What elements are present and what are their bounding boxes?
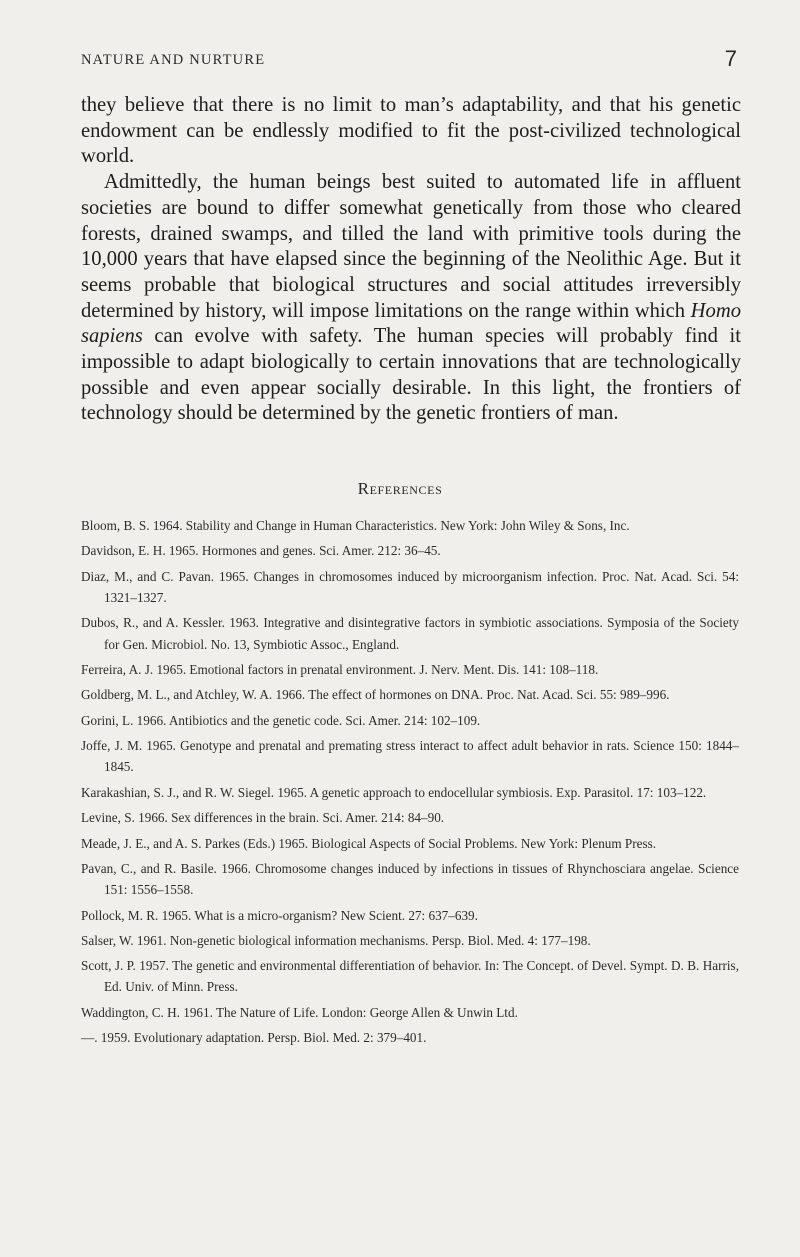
reference-item: Pavan, C., and R. Basile. 1966. Chromosome changes induced by infections in tissues of Rhynchosciara angelae. Science 151: 1556–1558.: [81, 860, 739, 898]
running-title: NATURE AND NURTURE: [81, 52, 266, 68]
reference-item: Scott, J. P. 1957. The genetic and environmental differentiation of behavior. In: The Concept. of Devel. Sympt. D. B. Harris, Ed. Univ. of Minn. Press.: [81, 958, 739, 995]
reference-item: Bloom, B. S. 1964. Stability and Change in Human Characteristics. New York: John Wiley & Sons, Inc.: [81, 518, 630, 533]
reference-item: Meade, J. E., and A. S. Parkes (Eds.) 1965. Biological Aspects of Social Problems. New York: Plenum Press.: [81, 835, 657, 851]
reference-item: Ferreira, A. J. 1965. Emotional factors in prenatal environment. J. Nerv. Ment. Dis. 141: 108–118.: [81, 661, 599, 677]
reference-item: Joffe, J. M. 1965. Genotype and prenatal and premating stress interact to affect adult behavior in rats. Science 150: 1844–1845.: [81, 738, 739, 775]
references-list: [81, 515, 739, 1053]
reference-item: —. 1959. Evolutionary adaptation. Persp. Biol. Med. 2: 379–401.: [81, 1030, 427, 1046]
paragraph-2: [81, 170, 741, 427]
reference-item: Pollock, M. R. 1965. What is a micro-organism? New Scient. 27: 637–639.: [81, 907, 478, 923]
paragraph-2-part-2: can evolve with safety. The human species will probably find it impossible to adapt biologically to certain innovations that are technologically possible and even appear socially desirable. In this light, the frontiers of technology should be determined by the genetic frontiers of man.: [81, 325, 741, 425]
paragraph-2-part-1: Admittedly, the human beings best suited to automated life in affluent societies are bound to differ somewhat genetically from those who cleared forests, drained swamps, and tilled the land with primitive tools during the 10,000 years that have elapsed since the beginning of the Neolithic Age. But it seems probable that biological structures and social attitudes irreversibly determined by history, will impose limitations on the range within which: [81, 171, 741, 322]
reference-item: Diaz, M., and C. Pavan. 1965. Changes in chromosomes induced by microorganism infection. Proc. Nat. Acad. Sci. 54: 1321–1327.: [81, 568, 739, 605]
reference-item: Gorini, L. 1966. Antibiotics and the genetic code. Sci. Amer. 214: 102–109.: [81, 712, 481, 728]
reference-item: Waddington, C. H. 1961. The Nature of Life. London: George Allen & Unwin Ltd.: [81, 1004, 518, 1020]
body-text: [81, 93, 741, 427]
running-head: [81, 46, 737, 76]
reference-item: Dubos, R., and A. Kessler. 1963. Integrative and disintegrative factors in symbiotic associations. Symposia of the Society for Gen. Microbiol. No. 13, Symbiotic Assoc., England.: [81, 615, 739, 652]
reference-item: Karakashian, S. J., and R. W. Siegel. 1965. A genetic approach to endocellular symbiosis. Exp. Parasitol. 17: 103–122.: [81, 784, 707, 800]
page-number: 7: [724, 46, 737, 71]
reference-item: Goldberg, M. L., and Atchley, W. A. 1966. The effect of hormones on DNA. Proc. Nat. Acad. Sci. 55: 989–996.: [81, 687, 670, 703]
references-heading: References: [357, 479, 443, 498]
reference-item: Levine, S. 1966. Sex differences in the brain. Sci. Amer. 214: 84–90.: [81, 810, 445, 826]
species-name: Homo sapiens: [81, 299, 741, 348]
paragraph-1: they believe that there is no limit to man’s adaptability, and that his genetic endowment can be endlessly modified to fit the post-civilized technological world.: [81, 94, 741, 168]
reference-item: Salser, W. 1961. Non-genetic biological information mechanisms. Persp. Biol. Med. 4: 177–198.: [81, 932, 591, 948]
reference-item: Davidson, E. H. 1965. Hormones and genes. Sci. Amer. 212: 36–45.: [81, 543, 441, 559]
